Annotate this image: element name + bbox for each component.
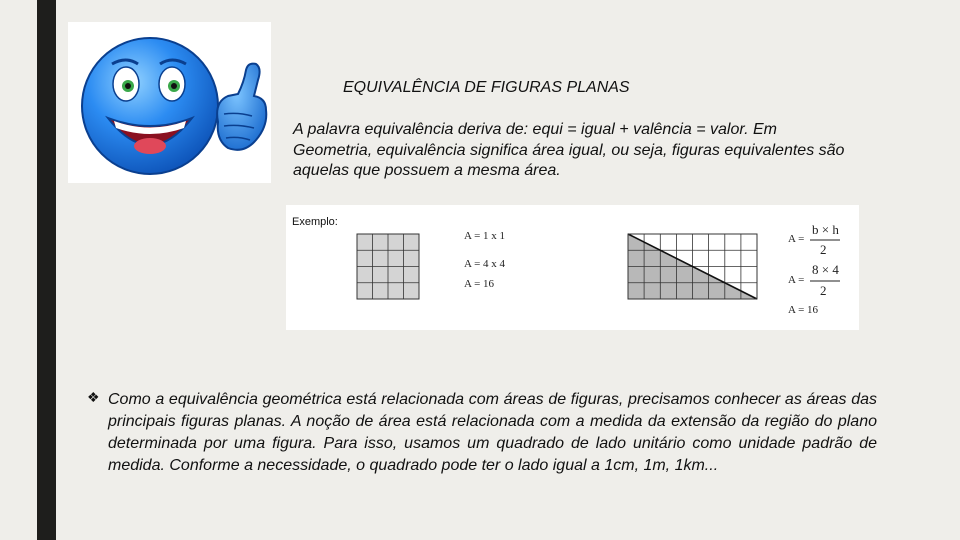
bullet-text: Como a equivalência geométrica está relacionada com áreas de figuras, precisamos conhecer as áreas das principais figuras planas. A noção de área está relacionada com a medida da extensão da região do plano determinada por uma figura. Para isso, usamos um quadrado de lado unitário como unidade padrão de medida. Conforme a necessidade, o quadrado pode ter o lado igual a 1cm, 1m, 1km... [108,391,877,474]
triangle-formula-2-numerator: 8 × 4 [812,262,839,277]
square-formula-2: A = 4 x 4 [464,258,506,270]
square-grid [357,234,419,299]
dark-sidebar-bar [37,0,56,540]
bullet-paragraph [87,389,877,477]
slide-title: EQUIVALÊNCIA DE FIGURAS PLANAS [343,79,630,96]
smiley-pointing-illustration [68,22,271,183]
triangle-formula-3: A = 16 [788,304,819,316]
example-figure [286,205,859,330]
square-formula-1: A = 1 x 1 [464,230,506,242]
diamond-bullet-icon: ❖ [87,389,100,405]
triangle-grid [628,234,757,299]
square-formula-3: A = 16 [464,278,495,290]
example-label: Exemplo: [292,216,338,228]
intro-paragraph: A palavra equivalência deriva de: equi = igual + valência = valor. Em Geometria, equivalência significa área igual, ou seja, figuras equivalentes são aquelas que possuem a mesma área. [293,121,845,179]
triangle-formula-2-label: A = [788,274,805,286]
triangle-formula-1-label: A = [788,233,805,245]
triangle-formula-2-denominator: 2 [820,283,827,298]
left-margin-bar [0,0,37,540]
triangle-formula-1-numerator: b × h [812,222,839,237]
triangle-formula-1-denominator: 2 [820,242,827,257]
example-grids [286,205,859,330]
